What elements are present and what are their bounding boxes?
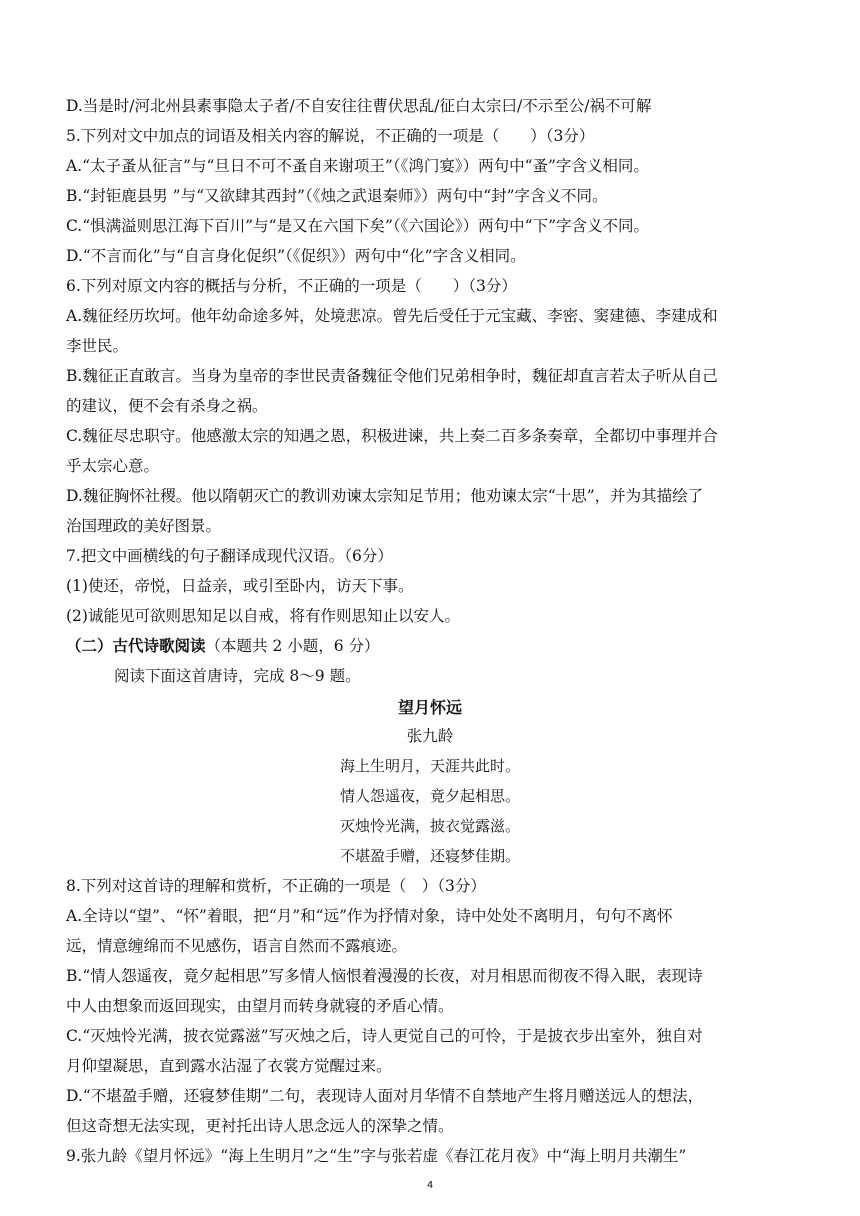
question-8-stem: 8.下列对这首诗的理解和赏析，不正确的一项是（ ）（3分） bbox=[66, 877, 486, 895]
poem-line: 海上生明月，天涯共此时。 bbox=[339, 757, 520, 775]
text-line: (1)使还，帝悦，日益亲，或引至卧内，访天下事。 bbox=[66, 577, 414, 595]
section-heading bbox=[66, 636, 794, 656]
text-line: D.“不言而化”与“自言身化促织”（《促织》）两句中“化”字含义相同。 bbox=[66, 247, 526, 265]
poem-line: 灭烛怜光满，披衣觉露滋。 bbox=[339, 817, 520, 835]
question-7-stem: 7.把文中画横线的句子翻译成现代汉语。（6分） bbox=[66, 547, 393, 565]
text-line: 李世民。 bbox=[66, 337, 129, 355]
text-line: A.“太子蚤从征言”与“旦日不可不蚤自来谢项王”（《鸿门宴》）两句中“蚤”字含义相同。 bbox=[66, 157, 649, 175]
text-line: C.“惧满溢则思江海下百川”与“是又在六国下矣”（《六国论》）两句中“下”字含义不同。 bbox=[66, 217, 650, 235]
question-5-stem: 5.下列对文中加点的词语及相关内容的解说，不正确的一项是（ ）（3分） bbox=[66, 127, 595, 145]
question-9-stem: 9.张九龄《望月怀远》“海上生明月”之“生”字与张若虚《春江花月夜》中“海上明月共潮生” bbox=[66, 1147, 687, 1165]
text-line: A.全诗以“望”、“怀”着眼，把“月”和“远”作为抒情对象，诗中处处不离明月，句句不离怀 bbox=[66, 907, 673, 925]
section-heading-note: （本题共 2 小题，6 分） bbox=[205, 637, 380, 655]
poem-title: 望月怀远 bbox=[397, 698, 462, 717]
text-line: C.“灭烛怜光满，披衣觉露滋”写灭烛之后，诗人更觉自己的可怜，于是披衣步出室外，独自对 bbox=[66, 1027, 703, 1045]
text-line: D.“不堪盈手赠，还寝梦佳期”二句，表现诗人面对月华情不自禁地产生将月赠送远人的想法， bbox=[66, 1087, 704, 1105]
section-heading-title: （二）古代诗歌阅读 bbox=[66, 636, 206, 655]
text-line: 月仰望凝思，直到露水沾湿了衣裳方觉醒过来。 bbox=[66, 1057, 392, 1075]
text-line: 中人由想象而返回现实，由望月而转身就寝的矛盾心情。 bbox=[66, 997, 454, 1015]
question-6-stem: 6.下列对原文内容的概括与分析，不正确的一项是（ ）（3分） bbox=[66, 277, 517, 295]
text-line: (2)诚能见可欲则思知足以自戒，将有作则思知止以安人。 bbox=[66, 607, 460, 625]
text-line: C.魏征尽忠职守。他感激太宗的知遇之恩，积极进谏，共上奏二百多条奏章，全都切中事理并合 bbox=[66, 427, 718, 445]
text-line: 远，情意缠绵而不见感伤，语言自然而不露痕迹。 bbox=[66, 937, 408, 955]
text-line: 的建议，便不会有杀身之祸。 bbox=[66, 397, 268, 415]
text-line: D.魏征胸怀社稷。他以隋朝灭亡的教训劝谏太宗知足节用；他劝谏太宗“十思”，并为其描绘了 bbox=[66, 487, 704, 505]
page-number: 4 bbox=[426, 1180, 434, 1191]
text-line: B.魏征正直敢言。当身为皇帝的李世民责备魏征令他们兄弟相争时，魏征却直言若太子听从自己 bbox=[66, 367, 718, 385]
text-line: B.“情人怨遥夜，竟夕起相思”写多情人恼恨着漫漫的长夜，对月相思而彻夜不得入眠，表现诗 bbox=[66, 967, 703, 985]
poem-line: 情人怨遥夜，竟夕起相思。 bbox=[339, 787, 520, 805]
text-line: A.魏征经历坎坷。他年幼命途多舛，处境悲凉。曾先后受任于元宝藏、李密、窦建德、李建成和 bbox=[66, 307, 718, 325]
poem-author: 张九龄 bbox=[406, 727, 454, 745]
text-line: 乎太宗心意。 bbox=[66, 457, 160, 475]
poem-line: 不堪盈手赠，还寝梦佳期。 bbox=[339, 847, 520, 865]
text-line: 治国理政的美好图景。 bbox=[66, 517, 222, 535]
section-intro: 阅读下面这首唐诗，完成 8～9 题。 bbox=[114, 667, 361, 685]
text-line: D.当是时/河北州县素事隐太子者/不自安往往曹伏思乱/征白太宗曰/不示至公/祸不可解 bbox=[66, 97, 652, 115]
text-line: B.“封钜鹿县男 ”与“又欲肆其西封”（《烛之武退秦师》）两句中“封”字含义不同。 bbox=[66, 187, 608, 205]
text-line: 但这奇想无法实现，更衬托出诗人思念远人的深挚之情。 bbox=[66, 1117, 454, 1135]
